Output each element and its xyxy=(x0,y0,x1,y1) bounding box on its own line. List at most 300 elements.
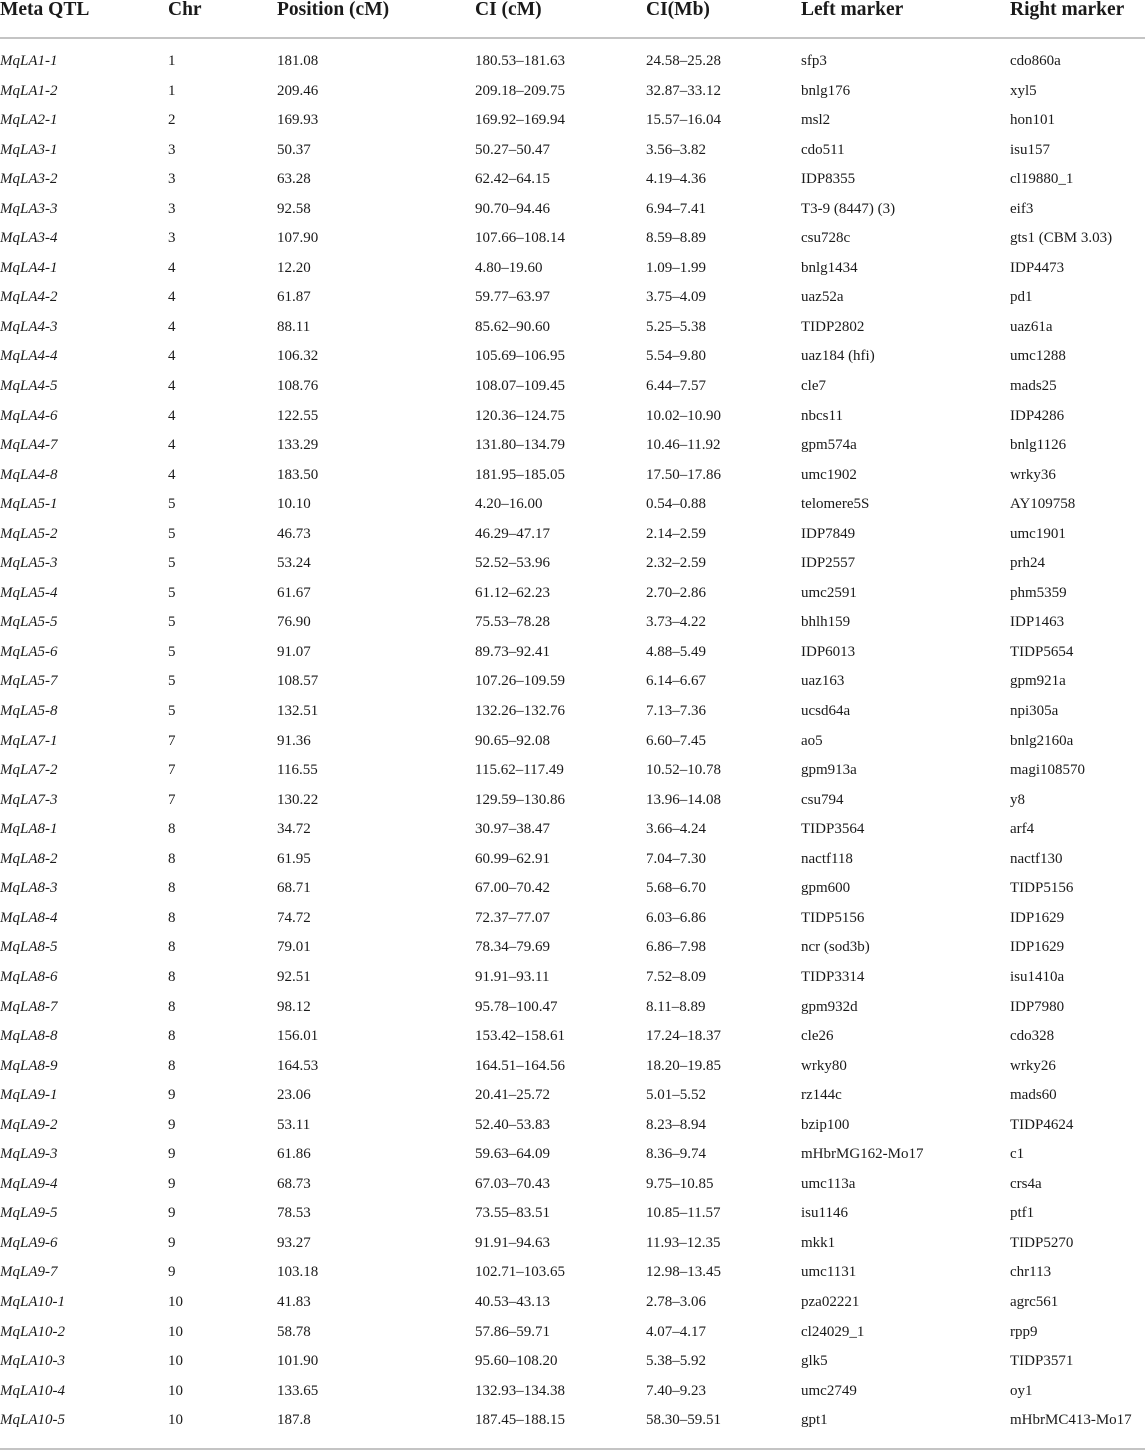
cell-ci-mb: 5.25–5.38 xyxy=(646,318,706,335)
cell-left-marker: IDP8355 xyxy=(801,171,856,188)
cell-right-marker: mads25 xyxy=(1010,378,1057,395)
cell-left-marker: rz144c xyxy=(801,1087,842,1104)
cell-right-marker: isu157 xyxy=(1010,141,1051,158)
cell-ci-mb: 4.07–4.17 xyxy=(646,1323,706,1340)
table-row xyxy=(0,254,1145,284)
cell-meta-qtl: MqLA4-6 xyxy=(0,407,58,424)
cell-position-cm: 187.8 xyxy=(277,1412,311,1429)
cell-right-marker: magi108570 xyxy=(1010,762,1085,779)
cell-chr: 8 xyxy=(168,850,176,867)
cell-meta-qtl: MqLA7-3 xyxy=(0,791,58,808)
cell-chr: 1 xyxy=(168,53,176,69)
cell-left-marker: TIDP2802 xyxy=(801,318,865,335)
cell-meta-qtl: MqLA8-4 xyxy=(0,909,58,926)
table-body xyxy=(0,38,1145,1436)
cell-right-marker: eif3 xyxy=(1010,200,1034,217)
cell-meta-qtl: MqLA5-7 xyxy=(0,673,58,690)
cell-ci-cm: 73.55–83.51 xyxy=(475,1205,550,1222)
cell-chr: 8 xyxy=(168,939,176,956)
cell-position-cm: 68.73 xyxy=(277,1175,311,1192)
cell-meta-qtl: MqLA4-5 xyxy=(0,378,58,395)
cell-ci-mb: 3.66–4.24 xyxy=(646,821,706,838)
cell-right-marker: cdo328 xyxy=(1010,1028,1055,1045)
cell-position-cm: 122.55 xyxy=(277,407,319,424)
cell-ci-cm: 59.63–64.09 xyxy=(475,1146,550,1163)
cell-meta-qtl: MqLA9-4 xyxy=(0,1175,58,1192)
cell-right-marker: AY109758 xyxy=(1010,496,1076,513)
cell-chr: 8 xyxy=(168,909,176,926)
table-row xyxy=(0,431,1145,461)
cell-ci-cm: 107.26–109.59 xyxy=(475,673,565,690)
cell-ci-mb: 7.13–7.36 xyxy=(646,703,706,720)
cell-position-cm: 103.18 xyxy=(277,1264,319,1281)
cell-ci-mb: 7.04–7.30 xyxy=(646,850,706,867)
header-ci-mb: CI(Mb) xyxy=(646,0,801,38)
cell-right-marker: mHbrMC413-Mo17 xyxy=(1010,1412,1132,1429)
cell-position-cm: 169.93 xyxy=(277,112,319,129)
cell-ci-mb: 32.87–33.12 xyxy=(646,82,721,99)
cell-ci-cm: 30.97–38.47 xyxy=(475,821,550,838)
cell-meta-qtl: MqLA4-2 xyxy=(0,289,58,306)
cell-chr: 5 xyxy=(168,496,176,513)
cell-ci-cm: 107.66–108.14 xyxy=(475,230,565,247)
cell-chr: 4 xyxy=(168,437,176,454)
cell-meta-qtl: MqLA9-3 xyxy=(0,1146,58,1163)
cell-meta-qtl: MqLA3-4 xyxy=(0,230,58,247)
cell-ci-cm: 61.12–62.23 xyxy=(475,584,550,601)
cell-chr: 4 xyxy=(168,348,176,365)
table-row xyxy=(0,195,1145,225)
cell-position-cm: 74.72 xyxy=(277,909,311,926)
cell-ci-cm: 105.69–106.95 xyxy=(475,348,565,365)
cell-ci-cm: 91.91–94.63 xyxy=(475,1234,550,1251)
table-row xyxy=(0,106,1145,136)
cell-ci-mb: 6.60–7.45 xyxy=(646,732,706,749)
cell-position-cm: 79.01 xyxy=(277,939,311,956)
cell-meta-qtl: MqLA4-1 xyxy=(0,259,58,276)
cell-ci-mb: 2.32–2.59 xyxy=(646,555,706,572)
cell-position-cm: 133.29 xyxy=(277,437,319,454)
cell-chr: 5 xyxy=(168,584,176,601)
cell-ci-mb: 4.19–4.36 xyxy=(646,171,706,188)
cell-position-cm: 61.86 xyxy=(277,1146,311,1163)
cell-ci-mb: 3.56–3.82 xyxy=(646,141,706,158)
table-row xyxy=(0,1052,1145,1082)
cell-ci-cm: 62.42–64.15 xyxy=(475,171,550,188)
cell-ci-cm: 46.29–47.17 xyxy=(475,525,550,542)
cell-right-marker: c1 xyxy=(1010,1146,1025,1163)
cell-ci-cm: 132.26–132.76 xyxy=(475,703,565,720)
cell-ci-mb: 3.73–4.22 xyxy=(646,614,706,631)
cell-ci-mb: 58.30–59.51 xyxy=(646,1412,721,1429)
cell-meta-qtl: MqLA8-5 xyxy=(0,939,58,956)
cell-right-marker: IDP4473 xyxy=(1010,259,1065,276)
cell-meta-qtl: MqLA8-6 xyxy=(0,968,58,985)
cell-right-marker: npi305a xyxy=(1010,703,1059,720)
cell-right-marker: wrky36 xyxy=(1010,466,1056,483)
table-row xyxy=(0,1111,1145,1141)
cell-left-marker: bhlh159 xyxy=(801,614,851,631)
cell-chr: 7 xyxy=(168,732,176,749)
cell-meta-qtl: MqLA10-1 xyxy=(0,1293,65,1310)
cell-position-cm: 101.90 xyxy=(277,1353,319,1370)
cell-left-marker: TIDP5156 xyxy=(801,909,865,926)
cell-ci-cm: 89.73–92.41 xyxy=(475,643,550,660)
cell-left-marker: bnlg176 xyxy=(801,82,851,99)
cell-ci-cm: 209.18–209.75 xyxy=(475,82,565,99)
cell-position-cm: 108.76 xyxy=(277,378,319,395)
cell-right-marker: phm5359 xyxy=(1010,584,1067,601)
cell-right-marker: rpp9 xyxy=(1010,1323,1038,1340)
cell-position-cm: 76.90 xyxy=(277,614,311,631)
cell-left-marker: umc113a xyxy=(801,1175,856,1192)
cell-chr: 5 xyxy=(168,555,176,572)
cell-position-cm: 93.27 xyxy=(277,1234,311,1251)
cell-ci-cm: 129.59–130.86 xyxy=(475,791,565,808)
cell-left-marker: umc2591 xyxy=(801,584,857,601)
cell-left-marker: cdo511 xyxy=(801,141,845,158)
cell-meta-qtl: MqLA8-9 xyxy=(0,1057,58,1074)
cell-ci-cm: 57.86–59.71 xyxy=(475,1323,550,1340)
cell-ci-mb: 7.40–9.23 xyxy=(646,1382,706,1399)
cell-position-cm: 130.22 xyxy=(277,791,319,808)
cell-chr: 9 xyxy=(168,1264,176,1281)
cell-position-cm: 106.32 xyxy=(277,348,319,365)
cell-position-cm: 98.12 xyxy=(277,998,311,1015)
table-row xyxy=(0,786,1145,816)
cell-right-marker: xyl5 xyxy=(1010,82,1037,99)
cell-chr: 10 xyxy=(168,1412,183,1429)
cell-chr: 9 xyxy=(168,1087,176,1104)
cell-chr: 3 xyxy=(168,230,176,247)
table-row xyxy=(0,1199,1145,1229)
table-row xyxy=(0,667,1145,697)
cell-right-marker: wrky26 xyxy=(1010,1057,1056,1074)
cell-position-cm: 132.51 xyxy=(277,703,319,720)
cell-chr: 10 xyxy=(168,1293,183,1310)
cell-ci-cm: 91.91–93.11 xyxy=(475,968,550,985)
cell-ci-mb: 5.68–6.70 xyxy=(646,880,706,897)
cell-ci-cm: 50.27–50.47 xyxy=(475,141,550,158)
cell-ci-mb: 5.38–5.92 xyxy=(646,1353,706,1370)
bottom-rule xyxy=(0,1448,1145,1450)
cell-position-cm: 46.73 xyxy=(277,525,311,542)
table-row xyxy=(0,224,1145,254)
cell-left-marker: mHbrMG162-Mo17 xyxy=(801,1146,924,1163)
cell-left-marker: csu728c xyxy=(801,230,851,247)
table-row xyxy=(0,993,1145,1023)
cell-chr: 8 xyxy=(168,821,176,838)
table-row xyxy=(0,372,1145,402)
header-meta-qtl: Meta QTL xyxy=(0,0,168,38)
cell-ci-cm: 90.70–94.46 xyxy=(475,200,550,217)
table-row xyxy=(0,342,1145,372)
cell-chr: 8 xyxy=(168,1057,176,1074)
cell-right-marker: nactf130 xyxy=(1010,850,1063,867)
cell-right-marker: umc1901 xyxy=(1010,525,1066,542)
cell-position-cm: 61.87 xyxy=(277,289,311,306)
cell-chr: 2 xyxy=(168,112,176,129)
cell-right-marker: agrc561 xyxy=(1010,1293,1059,1310)
table-row xyxy=(0,904,1145,934)
cell-position-cm: 91.07 xyxy=(277,643,311,660)
table-row xyxy=(0,1318,1145,1348)
cell-left-marker: glk5 xyxy=(801,1353,828,1370)
cell-left-marker: T3-9 (8447) (3) xyxy=(801,200,896,217)
cell-meta-qtl: MqLA5-4 xyxy=(0,584,58,601)
table-row xyxy=(0,1229,1145,1259)
cell-meta-qtl: MqLA7-2 xyxy=(0,762,58,779)
cell-right-marker: IDP7980 xyxy=(1010,998,1065,1015)
table-row xyxy=(0,283,1145,313)
table-row xyxy=(0,697,1145,727)
cell-chr: 4 xyxy=(168,378,176,395)
cell-ci-cm: 181.95–185.05 xyxy=(475,466,565,483)
cell-left-marker: uaz52a xyxy=(801,289,844,306)
cell-chr: 10 xyxy=(168,1353,183,1370)
cell-ci-cm: 180.53–181.63 xyxy=(475,53,565,69)
cell-ci-mb: 10.85–11.57 xyxy=(646,1205,721,1222)
cell-position-cm: 88.11 xyxy=(277,318,311,335)
table-row xyxy=(0,1258,1145,1288)
cell-ci-cm: 120.36–124.75 xyxy=(475,407,565,424)
cell-left-marker: ao5 xyxy=(801,732,823,749)
cell-left-marker: umc2749 xyxy=(801,1382,857,1399)
cell-ci-cm: 153.42–158.61 xyxy=(475,1028,565,1045)
cell-position-cm: 34.72 xyxy=(277,821,311,838)
cell-ci-cm: 40.53–43.13 xyxy=(475,1293,550,1310)
cell-chr: 5 xyxy=(168,673,176,690)
cell-right-marker: IDP1629 xyxy=(1010,909,1065,926)
cell-left-marker: umc1902 xyxy=(801,466,857,483)
cell-ci-cm: 90.65–92.08 xyxy=(475,732,550,749)
table-row xyxy=(0,1288,1145,1318)
cell-chr: 9 xyxy=(168,1234,176,1251)
cell-chr: 8 xyxy=(168,998,176,1015)
cell-right-marker: TIDP5654 xyxy=(1010,643,1074,660)
table-row xyxy=(0,608,1145,638)
cell-meta-qtl: MqLA8-1 xyxy=(0,821,58,838)
cell-left-marker: gpm574a xyxy=(801,437,857,454)
cell-ci-mb: 18.20–19.85 xyxy=(646,1057,721,1074)
header-right-marker: Right marker xyxy=(1010,0,1145,38)
header-position-cm: Position (cM) xyxy=(277,0,475,38)
table-row xyxy=(0,579,1145,609)
cell-left-marker: IDP7849 xyxy=(801,525,856,542)
cell-meta-qtl: MqLA1-2 xyxy=(0,82,58,99)
cell-left-marker: gpm932d xyxy=(801,998,858,1015)
cell-chr: 8 xyxy=(168,1028,176,1045)
cell-position-cm: 41.83 xyxy=(277,1293,311,1310)
cell-ci-mb: 15.57–16.04 xyxy=(646,112,721,129)
table-row xyxy=(0,638,1145,668)
cell-meta-qtl: MqLA3-1 xyxy=(0,141,58,158)
cell-ci-mb: 1.09–1.99 xyxy=(646,259,706,276)
cell-position-cm: 133.65 xyxy=(277,1382,319,1399)
table-row xyxy=(0,1081,1145,1111)
table-row xyxy=(0,313,1145,343)
cell-meta-qtl: MqLA10-3 xyxy=(0,1353,65,1370)
cell-right-marker: uaz61a xyxy=(1010,318,1053,335)
cell-left-marker: uaz163 xyxy=(801,673,845,690)
cell-chr: 4 xyxy=(168,407,176,424)
cell-left-marker: nactf118 xyxy=(801,850,853,867)
cell-position-cm: 61.67 xyxy=(277,584,311,601)
cell-meta-qtl: MqLA9-5 xyxy=(0,1205,58,1222)
cell-right-marker: gts1 (CBM 3.03) xyxy=(1010,230,1113,247)
cell-ci-mb: 7.52–8.09 xyxy=(646,968,706,985)
cell-right-marker: hon101 xyxy=(1010,112,1055,129)
cell-right-marker: bnlg1126 xyxy=(1010,437,1067,454)
cell-left-marker: sfp3 xyxy=(801,53,827,69)
cell-right-marker: crs4a xyxy=(1010,1175,1042,1192)
cell-left-marker: wrky80 xyxy=(801,1057,847,1074)
cell-chr: 9 xyxy=(168,1175,176,1192)
table-row xyxy=(0,165,1145,195)
cell-left-marker: IDP2557 xyxy=(801,555,856,572)
cell-position-cm: 53.11 xyxy=(277,1116,311,1133)
cell-meta-qtl: MqLA5-1 xyxy=(0,496,58,513)
cell-right-marker: mads60 xyxy=(1010,1087,1057,1104)
cell-ci-mb: 6.03–6.86 xyxy=(646,909,706,926)
cell-ci-mb: 8.23–8.94 xyxy=(646,1116,706,1133)
cell-ci-cm: 131.80–134.79 xyxy=(475,437,565,454)
cell-position-cm: 50.37 xyxy=(277,141,311,158)
cell-right-marker: arf4 xyxy=(1010,821,1035,838)
cell-left-marker: TIDP3564 xyxy=(801,821,865,838)
table-row xyxy=(0,490,1145,520)
cell-chr: 4 xyxy=(168,259,176,276)
cell-left-marker: cle7 xyxy=(801,378,826,395)
cell-right-marker: cl19880_1 xyxy=(1010,171,1074,188)
cell-ci-mb: 10.02–10.90 xyxy=(646,407,721,424)
table-row xyxy=(0,1377,1145,1407)
cell-position-cm: 78.53 xyxy=(277,1205,311,1222)
cell-meta-qtl: MqLA4-7 xyxy=(0,437,58,454)
table-row xyxy=(0,461,1145,491)
cell-left-marker: cle26 xyxy=(801,1028,834,1045)
cell-meta-qtl: MqLA5-6 xyxy=(0,643,58,660)
cell-position-cm: 92.58 xyxy=(277,200,311,217)
cell-left-marker: gpm913a xyxy=(801,762,857,779)
cell-ci-cm: 78.34–79.69 xyxy=(475,939,550,956)
table-row xyxy=(0,1022,1145,1052)
cell-left-marker: csu794 xyxy=(801,791,844,808)
cell-ci-cm: 20.41–25.72 xyxy=(475,1087,550,1104)
cell-position-cm: 63.28 xyxy=(277,171,311,188)
cell-meta-qtl: MqLA8-7 xyxy=(0,998,58,1015)
table-row xyxy=(0,1347,1145,1377)
cell-chr: 10 xyxy=(168,1382,183,1399)
table-row xyxy=(0,38,1145,77)
cell-chr: 3 xyxy=(168,141,176,158)
cell-right-marker: prh24 xyxy=(1010,555,1045,572)
cell-ci-cm: 72.37–77.07 xyxy=(475,909,550,926)
cell-left-marker: cl24029_1 xyxy=(801,1323,865,1340)
cell-chr: 3 xyxy=(168,200,176,217)
cell-position-cm: 183.50 xyxy=(277,466,319,483)
cell-position-cm: 92.51 xyxy=(277,968,311,985)
cell-left-marker: gpm600 xyxy=(801,880,851,897)
cell-ci-mb: 17.24–18.37 xyxy=(646,1028,721,1045)
cell-right-marker: cdo860a xyxy=(1010,53,1061,69)
cell-position-cm: 209.46 xyxy=(277,82,319,99)
cell-meta-qtl: MqLA9-6 xyxy=(0,1234,58,1251)
cell-ci-mb: 5.54–9.80 xyxy=(646,348,706,365)
cell-meta-qtl: MqLA4-4 xyxy=(0,348,58,365)
cell-left-marker: gpt1 xyxy=(801,1412,828,1429)
cell-position-cm: 53.24 xyxy=(277,555,311,572)
cell-meta-qtl: MqLA1-1 xyxy=(0,53,58,69)
cell-ci-mb: 2.14–2.59 xyxy=(646,525,706,542)
cell-ci-cm: 52.52–53.96 xyxy=(475,555,550,572)
cell-left-marker: msl2 xyxy=(801,112,831,129)
cell-right-marker: TIDP3571 xyxy=(1010,1353,1074,1370)
table-row xyxy=(0,77,1145,107)
cell-left-marker: IDP6013 xyxy=(801,643,856,660)
cell-ci-mb: 3.75–4.09 xyxy=(646,289,706,306)
cell-left-marker: bnlg1434 xyxy=(801,259,858,276)
cell-right-marker: IDP4286 xyxy=(1010,407,1065,424)
cell-meta-qtl: MqLA2-1 xyxy=(0,112,58,129)
cell-ci-mb: 13.96–14.08 xyxy=(646,791,721,808)
cell-position-cm: 68.71 xyxy=(277,880,311,897)
cell-chr: 8 xyxy=(168,880,176,897)
cell-left-marker: umc1131 xyxy=(801,1264,857,1281)
cell-ci-mb: 0.54–0.88 xyxy=(646,496,706,513)
cell-position-cm: 58.78 xyxy=(277,1323,311,1340)
cell-ci-cm: 108.07–109.45 xyxy=(475,378,565,395)
cell-chr: 9 xyxy=(168,1146,176,1163)
cell-ci-mb: 6.14–6.67 xyxy=(646,673,706,690)
table-row xyxy=(0,963,1145,993)
cell-left-marker: uaz184 (hfi) xyxy=(801,348,875,365)
cell-ci-cm: 132.93–134.38 xyxy=(475,1382,565,1399)
cell-left-marker: isu1146 xyxy=(801,1205,848,1222)
cell-right-marker: TIDP4624 xyxy=(1010,1116,1074,1133)
cell-right-marker: oy1 xyxy=(1010,1382,1033,1399)
cell-ci-mb: 24.58–25.28 xyxy=(646,53,721,69)
cell-position-cm: 23.06 xyxy=(277,1087,311,1104)
header-ci-cm: CI (cM) xyxy=(475,0,646,38)
cell-chr: 4 xyxy=(168,466,176,483)
cell-chr: 5 xyxy=(168,703,176,720)
cell-position-cm: 156.01 xyxy=(277,1028,319,1045)
cell-chr: 5 xyxy=(168,643,176,660)
cell-ci-mb: 4.88–5.49 xyxy=(646,643,706,660)
cell-ci-mb: 8.11–8.89 xyxy=(646,998,706,1015)
table-row xyxy=(0,874,1145,904)
cell-ci-cm: 4.80–19.60 xyxy=(475,259,543,276)
cell-meta-qtl: MqLA10-2 xyxy=(0,1323,65,1340)
cell-position-cm: 108.57 xyxy=(277,673,319,690)
cell-position-cm: 181.08 xyxy=(277,53,319,69)
cell-ci-cm: 85.62–90.60 xyxy=(475,318,550,335)
cell-meta-qtl: MqLA5-8 xyxy=(0,703,58,720)
cell-ci-mb: 6.86–7.98 xyxy=(646,939,706,956)
cell-right-marker: IDP1629 xyxy=(1010,939,1065,956)
cell-chr: 7 xyxy=(168,791,176,808)
cell-right-marker: IDP1463 xyxy=(1010,614,1065,631)
cell-ci-cm: 164.51–164.56 xyxy=(475,1057,565,1074)
table-row xyxy=(0,1170,1145,1200)
table-row xyxy=(0,549,1145,579)
table-header xyxy=(0,0,1145,38)
cell-right-marker: y8 xyxy=(1010,791,1025,808)
cell-ci-cm: 67.03–70.43 xyxy=(475,1175,550,1192)
cell-chr: 8 xyxy=(168,968,176,985)
cell-meta-qtl: MqLA4-8 xyxy=(0,466,58,483)
